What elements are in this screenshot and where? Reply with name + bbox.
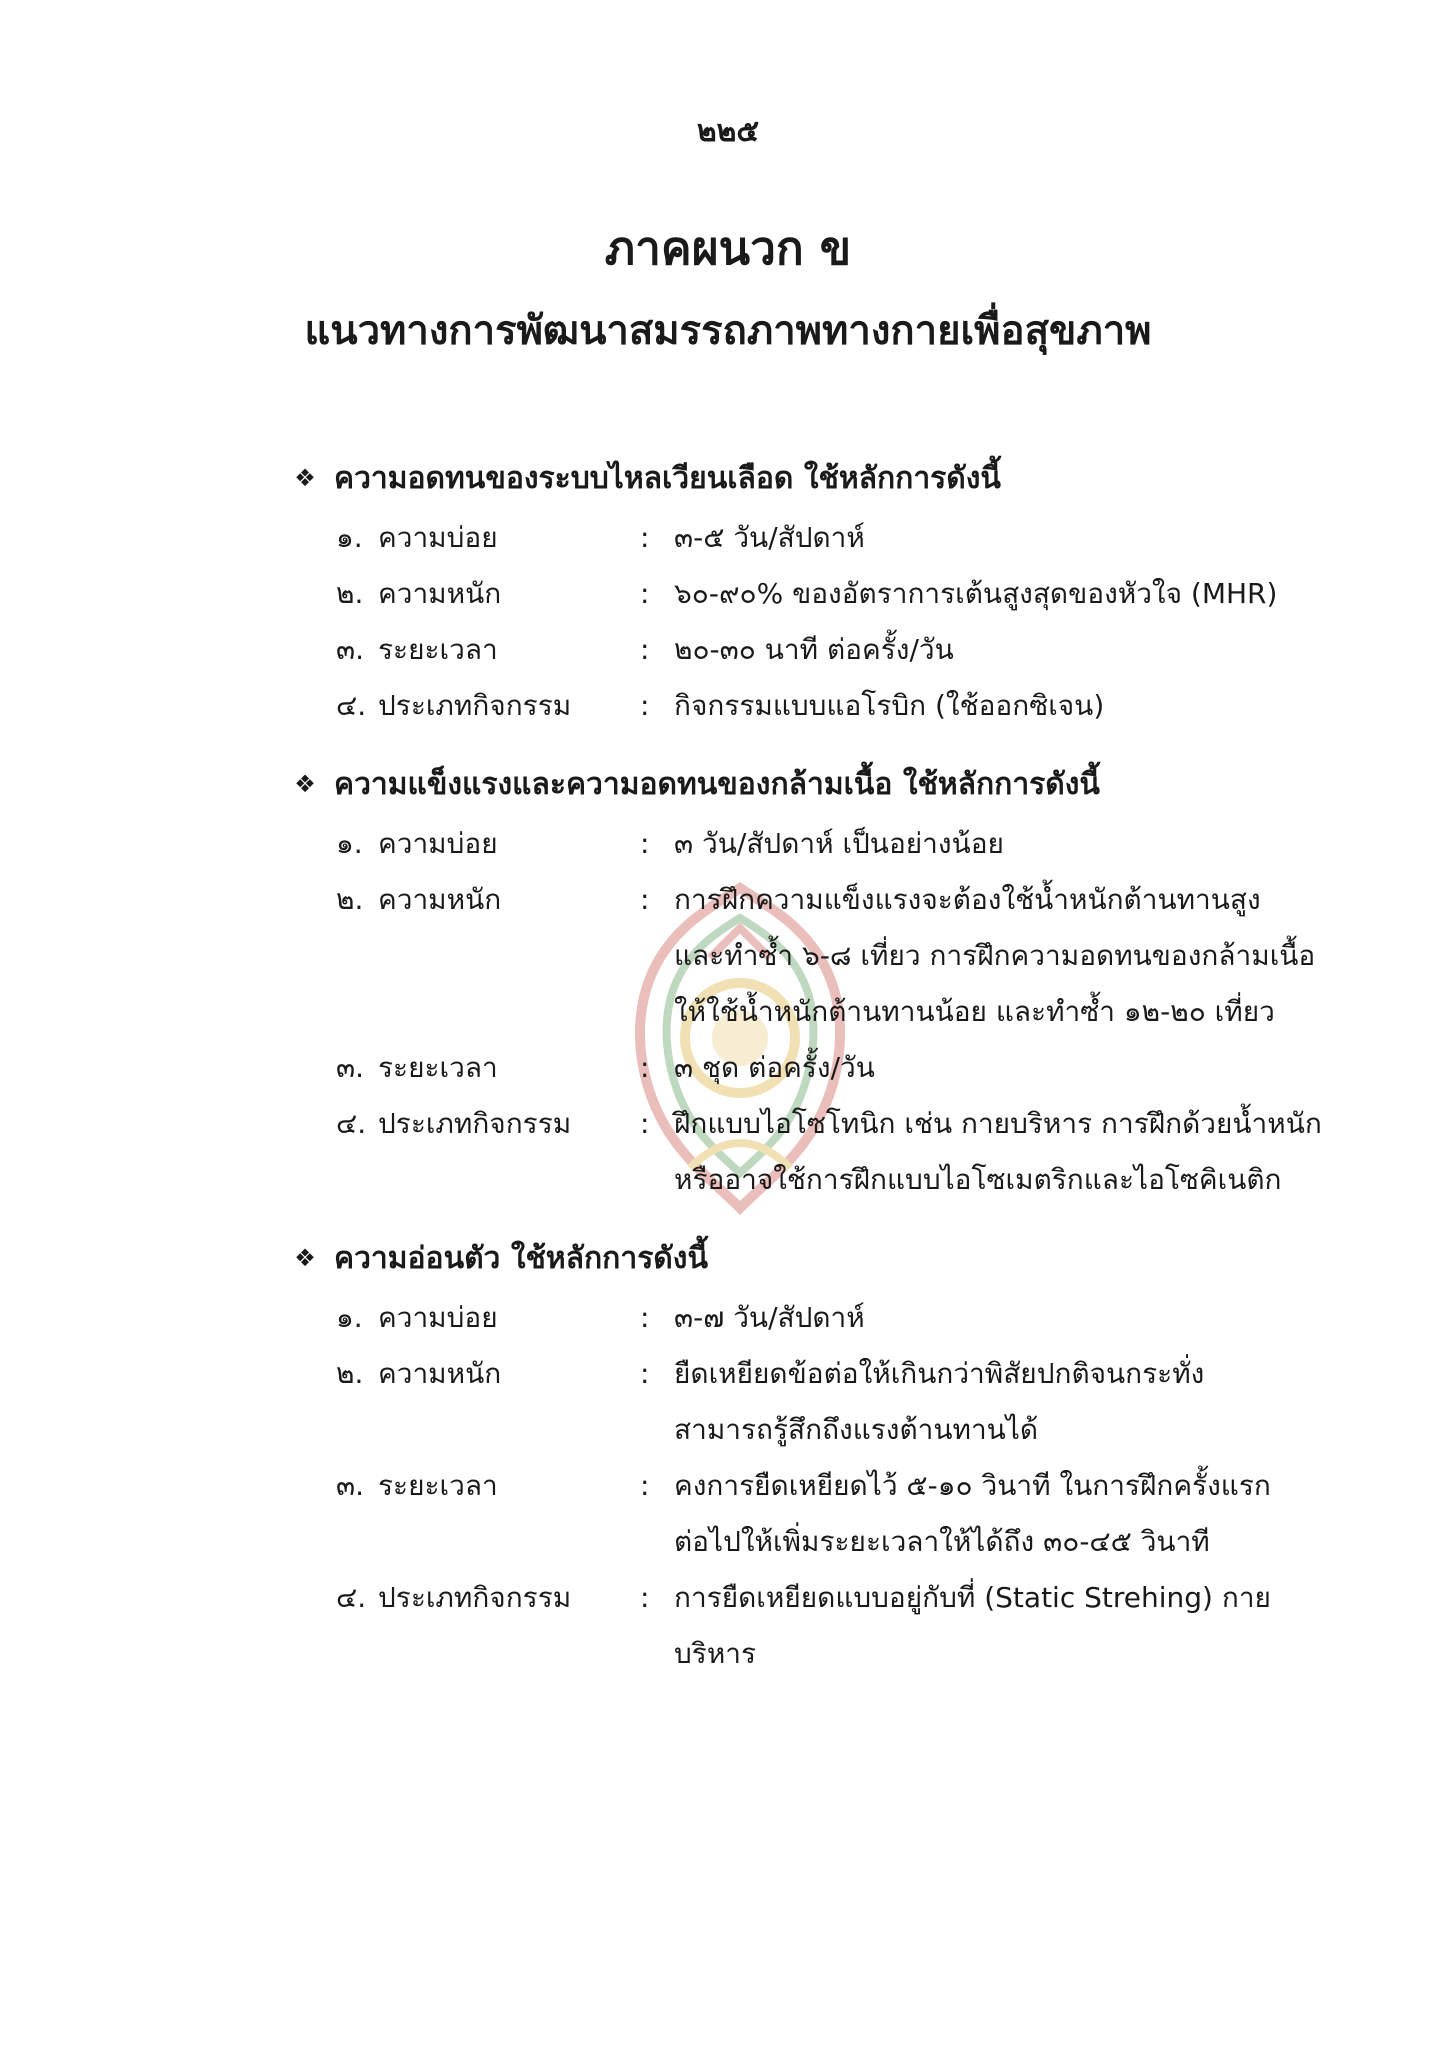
item-value: ๓ วัน/สัปดาห์ เป็นอย่างน้อย [674, 827, 1004, 860]
item-value: ๓ ชุด ต่อครั้ง/วัน [674, 1051, 875, 1084]
diamond-bullet-icon: ❖ [294, 770, 316, 798]
list-item [292, 1570, 1342, 1682]
item-label: ความหนัก [378, 883, 502, 916]
item-label: ความหนัก [378, 577, 502, 610]
item-number: ๑. [336, 827, 363, 860]
item-label: ความบ่อย [378, 827, 498, 860]
item-number: ๑. [336, 521, 363, 554]
page-number: ๒๒๕ [696, 114, 760, 149]
item-number: ๒. [336, 577, 364, 610]
item-value: ยืดเหยียดข้อต่อให้เกินกว่าพิสัยปกติจนกระทั่ง สามารถรู้สึกถึงแรงต้านทานได้ [674, 1357, 1205, 1446]
section-heading [292, 756, 1342, 812]
diamond-bullet-icon: ❖ [294, 1244, 316, 1272]
item-value: ๓-๗ วัน/สัปดาห์ [674, 1301, 865, 1334]
item-value: ฝึกแบบไอโซโทนิก เช่น กายบริหาร การฝึกด้วยน้ำหนัก หรืออาจใช้การฝึกแบบไอโซเมตริกและไอโซคิเนติก [674, 1107, 1322, 1196]
item-value: การฝึกความแข็งแรงจะต้องใช้น้ำหนักต้านทานสูง และทำซ้ำ ๖-๘ เที่ยว การฝึกความอดทนของกล้ามเนื้อ ให้ใช้น้ำหนักต้านทานน้อย และทำซ้ำ ๑๒-๒๐ เที่ยว [674, 883, 1316, 1028]
item-colon: : [640, 827, 650, 860]
list-item [292, 1290, 1342, 1346]
item-number: ๓. [336, 1469, 365, 1502]
item-colon: : [640, 1301, 650, 1334]
section-heading-text: ความแข็งแรงและความอดทนของกล้ามเนื้อ ใช้หลักการดังนี้ [334, 766, 1100, 802]
item-colon: : [640, 1357, 650, 1390]
diamond-bullet-icon: ❖ [294, 464, 316, 492]
item-number: ๓. [336, 1051, 365, 1084]
list-item [292, 816, 1342, 872]
item-value: การยืดเหยียดแบบอยู่กับที่ (Static Strehing) กายบริหาร [674, 1581, 1271, 1670]
item-number: ๒. [336, 883, 364, 916]
list-item [292, 1346, 1342, 1458]
item-number: ๔. [336, 1581, 367, 1614]
item-value: ๖๐-๙๐% ของอัตราการเต้นสูงสุดของหัวใจ (MHR) [674, 577, 1278, 610]
section-muscle [292, 756, 1342, 1208]
item-label: ความบ่อย [378, 1301, 498, 1334]
item-colon: : [640, 1107, 650, 1140]
item-colon: : [640, 1469, 650, 1502]
item-number: ๓. [336, 633, 365, 666]
list-item [292, 566, 1342, 622]
section-cardio [292, 450, 1342, 734]
item-colon: : [640, 633, 650, 666]
item-value: ๓-๕ วัน/สัปดาห์ [674, 521, 865, 554]
page-title: ภาคผนวก ข [604, 221, 852, 275]
item-number: ๑. [336, 1301, 363, 1334]
item-label: ประเภทกิจกรรม [378, 689, 572, 722]
section-heading [292, 1230, 1342, 1286]
item-colon: : [640, 577, 650, 610]
list-item [292, 510, 1342, 566]
item-value: ๒๐-๓๐ นาที ต่อครั้ง/วัน [674, 633, 954, 666]
list-item [292, 678, 1342, 734]
item-label: ความหนัก [378, 1357, 502, 1390]
item-label: ประเภทกิจกรรม [378, 1107, 572, 1140]
section-heading-text: ความอ่อนตัว ใช้หลักการดังนี้ [334, 1240, 708, 1276]
item-number: ๔. [336, 1107, 367, 1140]
list-item [292, 1040, 1342, 1096]
section-heading [292, 450, 1342, 506]
list-item [292, 872, 1342, 1040]
list-item [292, 1458, 1342, 1570]
item-colon: : [640, 1051, 650, 1084]
item-number: ๒. [336, 1357, 364, 1390]
section-heading-text: ความอดทนของระบบไหลเวียนเลือด ใช้หลักการดังนี้ [334, 460, 1001, 496]
item-label: ความบ่อย [378, 521, 498, 554]
item-label: ระยะเวลา [378, 633, 498, 666]
sections-container [292, 450, 1342, 1704]
item-colon: : [640, 689, 650, 722]
page-subtitle: แนวทางการพัฒนาสมรรถภาพทางกายเพื่อสุขภาพ [304, 307, 1152, 354]
item-label: ประเภทกิจกรรม [378, 1581, 572, 1614]
list-item [292, 622, 1342, 678]
item-value: คงการยืดเหยียดไว้ ๕-๑๐ วินาที ในการฝึกครั้งแรก ต่อไปให้เพิ่มระยะเวลาให้ได้ถึง ๓๐-๔๕ วินาที [674, 1469, 1271, 1558]
item-label: ระยะเวลา [378, 1469, 498, 1502]
section-flexibility [292, 1230, 1342, 1682]
item-colon: : [640, 521, 650, 554]
item-colon: : [640, 883, 650, 916]
item-value: กิจกรรมแบบแอโรบิก (ใช้ออกซิเจน) [674, 689, 1105, 722]
list-item [292, 1096, 1342, 1208]
item-colon: : [640, 1581, 650, 1614]
item-number: ๔. [336, 689, 367, 722]
item-label: ระยะเวลา [378, 1051, 498, 1084]
